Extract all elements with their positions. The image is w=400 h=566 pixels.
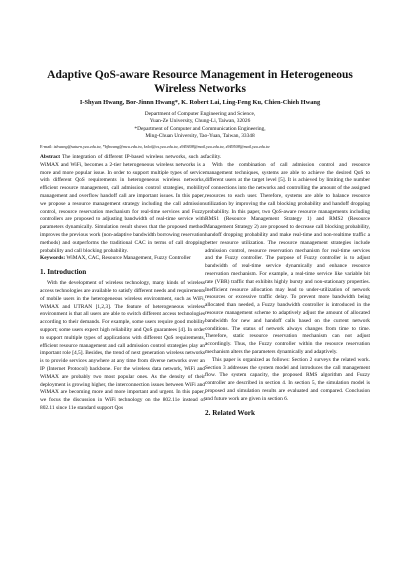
left-column (40, 154, 205, 413)
affiliation-2 (40, 126, 360, 139)
keywords-text: WiMAX, CAC, Resource Management, Fuzzy Controller (66, 255, 191, 262)
affiliation-1 (40, 111, 360, 124)
affiliation-1-line-2: Yuan-Ze University, Chung-Li, Taiwan, 32026 (149, 117, 251, 124)
email-line (40, 144, 360, 150)
right-column (205, 154, 370, 421)
abstract-text: The integration of different IP-based wireless networks, such as WiMAX and WiFi, becomes a 2-tier heterogeneous wireless networks is a more and more popular issue. In order to support multiple types of service with different QoS requirements in heterogeneous wireless networks, efficient resource management, call admission control strategies, mobility management and overflow handoff call are important issues. In this paper, we propose a resource management strategy including the call admission control, resource reservation mechanism for real-time services and Fuzzy controllers are proposed to adjusting bandwidth of real-time service with parameters dynamically. Simulation result shows that the proposed method improves the previous work (non-adaptive bandwidth borrowing reservation methods) and outperforms the traditional CAC in terms of call dropping probability and call blocking probability. (40, 154, 205, 254)
right-paragraph-1: facility. (205, 154, 222, 160)
paper-title: Adaptive QoS-aware Resource Management in Heterogeneous Wireless Networks (47, 69, 353, 95)
email-addresses: ishwang@saturn.yzu.edu.tw, *bjhwang@mcu.edu.tw, krlai@cs.yzu.edu.tw, s949408@mail.yzu.edu.tw, s949508@mail.yzu.edu.tw (53, 144, 270, 149)
abstract-label: Abstract (40, 154, 61, 160)
section-1-heading: 1. Introduction (40, 268, 87, 277)
right-paragraph-2: With the combination of call admission control and resource management techniques, systems are able to achieve the desired QoS to different users at the target level [5]. It is achieved by limiting the number of connections into the networks and controlling the amount of the assigned resources to each user. Therefore, systems are able to balance resource utilization by improving the call blocking probability and handoff dropping probability. In this paper, two QoS-aware resource managements including RMS1 (Resource Management Strategy 1) and RMS2 (Resource Management Strategy 2) are proposed to decrease call blocking probability, handoff dropping probability and make real-time and non-realtime traffic a better resource utilization. The resource management strategies include admission control, resource reservation mechanism for real-time services and the Fuzzy controller. The purpose of Fuzzy controller is to adjust bandwidth of real-time service dynamically and enhance resource reservation mechanism. For example, a real-time service like variable bit rate (VBR) traffic that exhibits highly bursty and non-stationary properties. Inefficient resource allocation may lead to under-utilization of network resources or excessive traffic delay. To prevent more bandwidth being allocated than needed, a Fuzzy bandwidth controller is introduced in the resource management scheme to adaptively adjust the amount of allocated bandwidth for new and handoff calls based on the current network conditions. The status of network always changes from time to time. Therefore, static resource reservation mechanism can not adjust accordingly. Thus, the Fuzzy controller within the resource reservation mechanism alters the parameters dynamically and adaptively. (205, 161, 370, 355)
keywords-label: Keywords: (40, 255, 66, 262)
affiliation-2-line-1: *Department of Computer and Communication Engineering, (134, 126, 266, 132)
right-paragraph-3: This paper is organized as follows: Section 2 surveys the related work. Section 3 addresses the system model and introduces the call management flow. The system capacity, the proposed RMS algorithm and Fuzzy controller are described in section 4. In section 5, the simulation model is proposed and simulation results are evaluated and compared. Conclusion and future work are given in section 6. (205, 356, 370, 402)
section-2-heading: 2. Related Work (205, 408, 255, 417)
email-label: E-mail: (40, 144, 54, 149)
abstract-paragraph (40, 154, 205, 255)
keywords-paragraph (40, 255, 205, 263)
affiliation-2-line-2: Ming-Chuan University, Tao-Yuan, Taiwan, 33348 (145, 132, 255, 139)
affiliation-1-line-1: Department of Computer Engineering and Science, (144, 111, 256, 117)
author-list: I-Shyan Hwang, Bor-Jinnn Hwang*, K. Robert Lai, Ling-Feng Ku, Chien-Chieh Hwang (79, 99, 321, 106)
section-1-text: With the development of wireless technology, many kinds of wireless access technologies are available to satisfy different needs and requirements of mobile users in the heterogeneous wireless environment, such as WiFi, WiMAX and UTRAN [1,2,3]. The feature of heterogeneous wireless environment is that all users are able to switch different access technologies according to their demands. For example, some users require good mobility support; some users expect high reliability and QoS guarantees [4]. In order to support multiple types of applications with different QoS requirements, efficient resource management and call admission control strategies play an important role [4,5]. Besides, the trend of next generation wireless networks is to provide services anywhere at any time from diverse networks over an IP (Internet Protocol) backbone. For the wireless data network, WiFi and WiMAX are probably two most popular ones. As the density of their deployment is growing higher, the interconnection issues between WiFi and WiMAX are becoming more and more important and urgent. In this paper, we focus the discussion in WiFi technology on the 802.11e instead of 802.11 since 11e standard support Qos (40, 280, 205, 411)
